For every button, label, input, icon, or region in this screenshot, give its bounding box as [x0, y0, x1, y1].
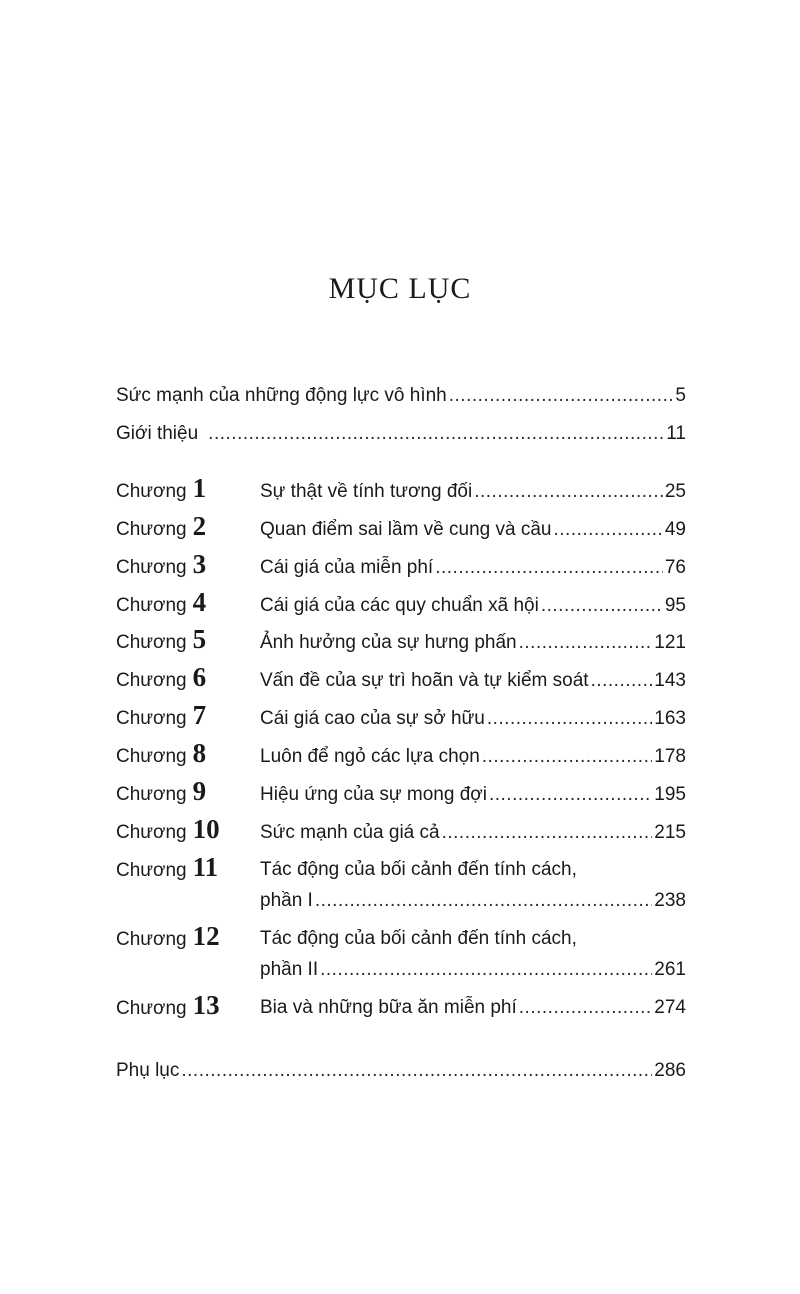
toc-entry-chapter-3[interactable]: [260, 556, 686, 580]
chapter-number: 7: [192, 700, 207, 730]
chapter-word: Chương: [116, 632, 187, 653]
toc-entry-title: phần II: [260, 959, 319, 980]
page-title: MỤC LỤC: [328, 272, 472, 305]
toc-entry-chapter-9[interactable]: [260, 783, 686, 807]
toc-entry-chapter-10[interactable]: [260, 821, 686, 845]
dot-leader: [489, 783, 652, 807]
chapter-number: 5: [192, 624, 207, 654]
chapter-number: 6: [192, 662, 207, 692]
toc-page-number: 238: [654, 890, 686, 911]
toc-page-number: 274: [654, 997, 686, 1018]
toc-page-number: 163: [654, 708, 686, 729]
dot-leader: [482, 745, 653, 769]
toc-entry-chapter-1[interactable]: [260, 480, 686, 504]
chapter-number: 10: [192, 814, 220, 844]
toc-entry-chapter-12[interactable]: [260, 958, 686, 982]
chapter-word: Chương: [116, 822, 187, 843]
chapter-word: Chương: [116, 519, 187, 540]
chapter-label-4: [116, 587, 207, 618]
toc-entry-chapter-11[interactable]: [260, 889, 686, 913]
chapter-number: 13: [192, 990, 220, 1020]
toc-entry-title: Sức mạnh của những động lực vô hình: [116, 385, 447, 406]
chapter-label-6: [116, 662, 207, 693]
chapter-label-11: [116, 852, 219, 883]
toc-entry-chapter-6[interactable]: [260, 669, 686, 693]
chapter-label-2: [116, 511, 207, 542]
dot-leader: [435, 556, 663, 580]
toc-entry-title: Phụ lục: [116, 1060, 180, 1081]
chapter-label-13: [116, 990, 220, 1021]
chapter-number: 1: [192, 473, 207, 503]
toc-page-number: 286: [654, 1060, 686, 1081]
dot-leader: [554, 518, 663, 542]
chapter-number: 11: [192, 852, 219, 882]
toc-page-number: 215: [654, 822, 686, 843]
toc-entry-introduction[interactable]: [116, 422, 686, 446]
chapter-word: Chương: [116, 595, 187, 616]
toc-entry-chapter-7[interactable]: [260, 707, 686, 731]
dot-leader: [487, 707, 652, 731]
toc-entry-chapter-12-title[interactable]: Tác động của bối cảnh đến tính cách,: [260, 928, 577, 949]
chapter-number: 2: [192, 511, 207, 541]
toc-page-number: 95: [664, 595, 686, 616]
chapter-label-10: [116, 814, 220, 845]
dot-leader: [181, 1059, 652, 1083]
toc-page-number: 261: [654, 959, 686, 980]
chapter-word: Chương: [116, 708, 187, 729]
chapter-label-8: [116, 738, 207, 769]
toc-page-number: 143: [654, 670, 686, 691]
toc-entry-chapter-4[interactable]: [260, 594, 686, 618]
chapter-word: Chương: [116, 784, 187, 805]
toc-entry-title: Sự thật về tính tương đối: [260, 481, 473, 502]
toc-entry-title: Vấn đề của sự trì hoãn và tự kiểm soát: [260, 670, 589, 691]
toc-page-number: 121: [654, 632, 686, 653]
chapter-number: 8: [192, 738, 207, 768]
toc-entry-title: Hiệu ứng của sự mong đợi: [260, 784, 487, 805]
toc-entry-title: Giới thiệu: [116, 423, 199, 444]
chapter-label-12: [116, 921, 220, 952]
dot-leader: [591, 669, 653, 693]
toc-entry-chapter-8[interactable]: [260, 745, 686, 769]
dot-leader: [541, 594, 663, 618]
chapter-word: Chương: [116, 998, 187, 1019]
toc-entry-title: Cái giá cao của sự sở hữu: [260, 708, 485, 729]
dot-leader: [519, 631, 653, 655]
toc-entry-chapter-13[interactable]: [260, 996, 686, 1020]
toc-entry-title: Cái giá của miễn phí: [260, 557, 434, 578]
toc-page-number: 178: [654, 746, 686, 767]
chapter-number: 12: [192, 921, 220, 951]
dot-leader: [320, 958, 652, 982]
toc-entry-appendix[interactable]: [116, 1059, 686, 1083]
chapter-label-9: [116, 776, 207, 807]
toc-entry-chapter-2[interactable]: [260, 518, 686, 542]
toc-page-number: 49: [664, 519, 686, 540]
toc-entry-title: Quan điểm sai lầm về cung và cầu: [260, 519, 552, 540]
toc-page-number: 5: [675, 385, 686, 406]
toc-page-number: 25: [664, 481, 686, 502]
chapter-word: Chương: [116, 557, 187, 578]
chapter-word: Chương: [116, 670, 187, 691]
chapter-number: 4: [192, 587, 207, 617]
dot-leader: [519, 996, 653, 1020]
chapter-number: 3: [192, 549, 207, 579]
toc-entry-title: Cái giá của các quy chuẩn xã hội: [260, 595, 539, 616]
toc-entry-title: Ảnh hưởng của sự hưng phấn: [260, 632, 517, 653]
chapter-word: Chương: [116, 860, 187, 881]
chapter-word: Chương: [116, 929, 187, 950]
dot-leader: [208, 422, 664, 446]
dot-leader: [449, 384, 674, 408]
chapter-label-3: [116, 549, 207, 580]
dot-leader: [442, 821, 653, 845]
toc-entry-title: Sức mạnh của giá cả: [260, 822, 440, 843]
toc-entry-title: Bia và những bữa ăn miễn phí: [260, 997, 517, 1018]
chapter-word: Chương: [116, 481, 187, 502]
toc-entry-chapter-5[interactable]: [260, 631, 686, 655]
chapter-label-7: [116, 700, 207, 731]
toc-entry-chapter-11-title[interactable]: Tác động của bối cảnh đến tính cách,: [260, 859, 577, 880]
dot-leader: [315, 889, 652, 913]
dot-leader: [474, 480, 663, 504]
chapter-number: 9: [192, 776, 207, 806]
toc-page-number: 76: [664, 557, 686, 578]
chapter-label-5: [116, 624, 207, 655]
toc-entry-foreword[interactable]: [116, 384, 686, 408]
chapter-word: Chương: [116, 746, 187, 767]
toc-page-number: 11: [666, 423, 686, 444]
toc-page-number: 195: [654, 784, 686, 805]
toc-entry-title: phần I: [260, 890, 313, 911]
chapter-label-1: [116, 473, 207, 504]
toc-entry-title: Luôn để ngỏ các lựa chọn: [260, 746, 480, 767]
